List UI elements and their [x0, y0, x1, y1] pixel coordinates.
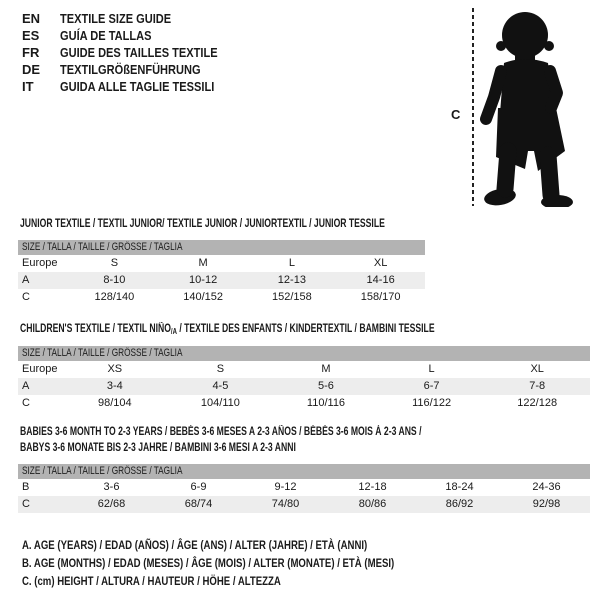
footnote-line: [22, 536, 487, 554]
language-label: GUIDA ALLE TAGLIE TESSILI: [60, 79, 215, 94]
table-cell: M: [321, 363, 331, 375]
table-cell: 5-6: [318, 380, 334, 392]
language-row: [22, 78, 245, 95]
table-cell: 62/68: [97, 498, 126, 510]
table-row: [18, 255, 425, 272]
table-row: [18, 289, 425, 306]
title-pre: CHILDREN'S TEXTILE / TEXTIL NIÑO: [20, 323, 171, 335]
height-measure-label: C: [451, 107, 461, 122]
table-cell: 6-9: [190, 481, 207, 493]
junior-size-table: [18, 240, 425, 306]
size-header-text: SIZE / TALLA / TAILLE / GRÖSSE / TAGLIA: [22, 465, 183, 477]
language-label: GUÍA DE TALLAS: [60, 28, 152, 43]
row-label: C: [22, 291, 30, 303]
table-cell: 86/92: [445, 498, 474, 510]
table-cell: 158/170: [360, 291, 401, 303]
table-cell: 4-5: [212, 380, 229, 392]
table-row: [18, 272, 425, 289]
table-cell: XL: [530, 363, 544, 375]
table-cell: 68/74: [184, 498, 213, 510]
table-cell: 6-7: [423, 380, 440, 392]
table-cell: 128/140: [94, 291, 135, 303]
table-cell: 7-8: [529, 380, 546, 392]
footnote-text: A. AGE (YEARS) / EDAD (AÑOS) / ÂGE (ANS) / ALTER (JAHRE) / ETÀ (ANNI): [22, 538, 368, 552]
children-table-title-text: [20, 321, 435, 340]
language-code: FR: [22, 45, 40, 60]
babies-size-table: [18, 464, 590, 513]
table-cell: 9-12: [274, 481, 297, 493]
table-row: [18, 361, 590, 378]
table-cell: L: [428, 363, 435, 375]
row-label: Europe: [22, 363, 58, 375]
footnote-text: C. (cm) HEIGHT / ALTURA / HAUTEUR / HÖHE / ALTEZZA: [22, 574, 281, 588]
table-cell: 110/116: [306, 397, 346, 409]
junior-table-title: [20, 216, 506, 232]
table-cell: XL: [373, 257, 388, 269]
size-header-text: SIZE / TALLA / TAILLE / GRÖSSE / TAGLIA: [22, 241, 183, 253]
language-label: GUIDE DES TAILLES TEXTILE: [60, 45, 218, 60]
table-cell: 12-18: [358, 481, 387, 493]
table-cell: 10-12: [189, 274, 218, 286]
table-row: [18, 395, 590, 412]
language-code: ES: [22, 28, 40, 43]
table-cell: XS: [107, 363, 123, 375]
language-row: [22, 10, 245, 27]
language-code: IT: [22, 79, 34, 94]
size-header-bar: [18, 346, 590, 361]
table-cell: 152/158: [271, 291, 312, 303]
table-cell: 116/122: [412, 397, 452, 409]
language-row: [22, 27, 245, 44]
junior-table-title-text: JUNIOR TEXTILE / TEXTIL JUNIOR/ TEXTILE JUNIOR / JUNIORTEXTIL / JUNIOR TESSILE: [20, 218, 385, 230]
footnote-line: [22, 554, 487, 572]
language-row: [22, 44, 245, 61]
babies-title-line-2: BABYS 3-6 MONATE BIS 2-3 JAHRE / BAMBINI 3-6 MESI A 2-3 ANNI: [20, 442, 296, 454]
row-label: C: [22, 397, 30, 409]
row-label: A: [22, 274, 30, 286]
table-cell: 12-13: [277, 274, 306, 286]
table-cell: 104/110: [200, 397, 240, 409]
legend-footnotes: [22, 536, 487, 590]
size-header-bar: [18, 240, 425, 255]
table-row: [18, 479, 590, 496]
table-cell: 74/80: [271, 498, 300, 510]
children-size-table: [18, 346, 590, 412]
table-cell: 98/104: [97, 397, 132, 409]
children-table-title: [20, 321, 573, 340]
table-cell: 3-6: [103, 481, 120, 493]
table-cell: 14-16: [366, 274, 395, 286]
language-code: EN: [22, 11, 41, 26]
row-label: C: [22, 498, 30, 510]
language-code: DE: [22, 62, 41, 77]
table-cell: L: [288, 257, 295, 269]
babies-table-title: [20, 424, 555, 456]
size-header-bar: [18, 464, 590, 479]
babies-title-line-1: BABIES 3-6 MONTH TO 2-3 YEARS / BEBÉS 3-6 MESES A 2-3 AÑOS / BÉBÉS 3-6 MOIS À 2-3 ANS /: [20, 426, 422, 438]
language-guide-list: [22, 10, 245, 95]
table-cell: M: [198, 257, 208, 269]
table-row: [18, 378, 590, 395]
row-label: A: [22, 380, 30, 392]
title-subscript: /A: [170, 327, 177, 336]
language-label: TEXTILE SIZE GUIDE: [60, 11, 172, 26]
table-row: [18, 496, 590, 513]
table-cell: 8-10: [103, 274, 126, 286]
table-cell: 140/152: [183, 291, 223, 303]
title-post: / TEXTILE DES ENFANTS / KINDERTEXTIL / BAMBINI TESSILE: [176, 323, 435, 335]
table-cell: 18-24: [445, 481, 474, 493]
size-header-text: SIZE / TALLA / TAILLE / GRÖSSE / TAGLIA: [22, 347, 183, 359]
row-label: Europe: [22, 257, 58, 269]
table-cell: 24-36: [532, 481, 561, 493]
language-label: TEXTILGRÖßENFÜHRUNG: [60, 62, 201, 77]
table-cell: S: [110, 257, 119, 269]
footnote-line: [22, 572, 487, 590]
table-cell: 122/128: [517, 397, 558, 409]
language-row: [22, 61, 245, 78]
table-cell: S: [216, 363, 225, 375]
table-cell: 80/86: [358, 498, 387, 510]
row-label: B: [22, 481, 30, 493]
height-measure-line: [472, 8, 474, 206]
toddler-silhouette-image: [478, 5, 586, 207]
table-cell: 92/98: [532, 498, 561, 510]
table-cell: 3-4: [106, 380, 123, 392]
footnote-text: B. AGE (MONTHS) / EDAD (MESES) / ÂGE (MOIS) / ALTER (MONATE) / ETÀ (MESI): [22, 556, 395, 570]
